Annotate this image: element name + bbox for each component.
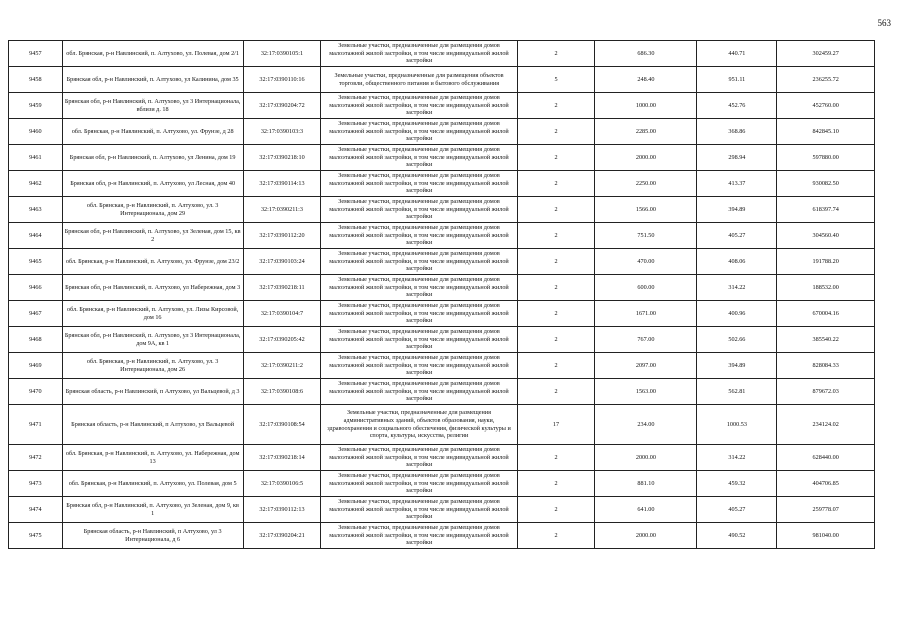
land-use-cell: Земельные участки, предназначенные для размещения домов малоэтажной жилой застройки, в том числе индивидуальной жилой застройки [321,445,517,471]
use-group-cell: 2 [517,41,595,67]
cadastral-number-cell: 32:17:0390114:13 [243,171,321,197]
table-row [9,41,875,67]
address-cell: обл. Брянская, р-н Навлинский, п. Алтухово, ул. Фрунзе, д 28 [62,119,243,145]
record-number-cell: 9475 [9,523,63,549]
cadastral-value-cell: 404706.85 [777,471,875,497]
cadastral-value-cell: 302459.27 [777,41,875,67]
record-number-cell: 9458 [9,67,63,93]
address-cell: Брянская обл, р-н Навлинский, п. Алтухово, ул Лесная, дом 40 [62,171,243,197]
use-group-cell: 2 [517,379,595,405]
address-cell: Брянская область, р-н Навлинский, п Алтухово, ул Вальцевой [62,405,243,445]
land-use-cell: Земельные участки, предназначенные для размещения домов малоэтажной жилой застройки, в том числе индивидуальной жилой застройки [321,327,517,353]
cadastral-value-cell: 628440.00 [777,445,875,471]
record-number-cell: 9473 [9,471,63,497]
record-number-cell: 9463 [9,197,63,223]
use-group-cell: 2 [517,275,595,301]
record-number-cell: 9468 [9,327,63,353]
address-cell: обл. Брянская, р-н Навлинский, п. Алтухово, ул. 3 Интернационала, дом 29 [62,197,243,223]
specific-value-cell: 502.66 [697,327,777,353]
land-use-cell: Земельные участки, предназначенные для размещения домов малоэтажной жилой застройки, в том числе индивидуальной жилой застройки [321,41,517,67]
specific-value-cell: 394.89 [697,197,777,223]
use-group-cell: 2 [517,471,595,497]
area-cell: 1000.00 [595,93,697,119]
use-group-cell: 2 [517,119,595,145]
specific-value-cell: 1000.53 [697,405,777,445]
land-use-cell: Земельные участки, предназначенные для размещения домов малоэтажной жилой застройки, в том числе индивидуальной жилой застройки [321,119,517,145]
cadastral-number-cell: 32:17:0390218:14 [243,445,321,471]
cadastral-value-cell: 385540.22 [777,327,875,353]
cadastral-number-cell: 32:17:0390103:24 [243,249,321,275]
specific-value-cell: 400.96 [697,301,777,327]
use-group-cell: 2 [517,197,595,223]
use-group-cell: 2 [517,93,595,119]
table-row [9,445,875,471]
address-cell: обл. Брянская, р-н Навлинский, п. Алтухово, ул. Набережная, дом 13 [62,445,243,471]
area-cell: 1566.00 [595,197,697,223]
specific-value-cell: 440.71 [697,41,777,67]
cadastral-value-cell: 930082.50 [777,171,875,197]
specific-value-cell: 405.27 [697,223,777,249]
cadastral-number-cell: 32:17:0390110:16 [243,67,321,93]
land-use-cell: Земельные участки, предназначенные для размещения домов малоэтажной жилой застройки, в том числе индивидуальной жилой застройки [321,471,517,497]
specific-value-cell: 951.11 [697,67,777,93]
record-number-cell: 9461 [9,145,63,171]
record-number-cell: 9459 [9,93,63,119]
address-cell: Брянская обл, р-н Навлинский, п. Алтухово, ул Зеленая, дом 15, кв 2 [62,223,243,249]
address-cell: обл. Брянская, р-н Навлинский, п. Алтухово, ул. Полевая, дом 2/1 [62,41,243,67]
cadastral-value-cell: 842845.10 [777,119,875,145]
address-cell: обл. Брянская, р-н Навлинский, п. Алтухово, ул. Лизы Кирсовой, дом 16 [62,301,243,327]
record-number-cell: 9460 [9,119,63,145]
land-use-cell: Земельные участки, предназначенные для размещения домов малоэтажной жилой застройки, в том числе индивидуальной жилой застройки [321,301,517,327]
table-row [9,145,875,171]
area-cell: 600.00 [595,275,697,301]
land-use-cell: Земельные участки, предназначенные для размещения домов малоэтажной жилой застройки, в том числе индивидуальной жилой застройки [321,197,517,223]
table-row [9,405,875,445]
cadastral-number-cell: 32:17:0390211:3 [243,197,321,223]
land-registry-table [8,40,875,549]
land-use-cell: Земельные участки, предназначенные для размещения домов малоэтажной жилой застройки, в том числе индивидуальной жилой застройки [321,93,517,119]
table-row [9,471,875,497]
area-cell: 2000.00 [595,145,697,171]
use-group-cell: 2 [517,145,595,171]
address-cell: Брянская обл, р-н Навлинский, п. Алтухово, ул Калинина, дом 35 [62,67,243,93]
table-row [9,301,875,327]
table-row [9,497,875,523]
cadastral-number-cell: 32:17:0390204:72 [243,93,321,119]
record-number-cell: 9471 [9,405,63,445]
area-cell: 1563.00 [595,379,697,405]
specific-value-cell: 298.94 [697,145,777,171]
area-cell: 767.00 [595,327,697,353]
address-cell: обл. Брянская, р-н Навлинский, п. Алтухово, ул. Фрунзе, дом 23/2 [62,249,243,275]
land-use-cell: Земельные участки, предназначенные для размещения домов малоэтажной жилой застройки, в том числе индивидуальной жилой застройки [321,171,517,197]
table-row [9,93,875,119]
address-cell: Брянская обл, р-н Навлинский, п. Алтухово, ул Зеленая, дом 9, кв 1 [62,497,243,523]
cadastral-number-cell: 32:17:0390112:13 [243,497,321,523]
cadastral-number-cell: 32:17:0390106:5 [243,471,321,497]
table-row [9,353,875,379]
record-number-cell: 9470 [9,379,63,405]
area-cell: 686.30 [595,41,697,67]
record-number-cell: 9457 [9,41,63,67]
cadastral-value-cell: 597880.00 [777,145,875,171]
area-cell: 1671.00 [595,301,697,327]
address-cell: Брянская обл, р-н Навлинский, п. Алтухово, ул Набережная, дом 3 [62,275,243,301]
specific-value-cell: 413.37 [697,171,777,197]
table-row [9,171,875,197]
record-number-cell: 9469 [9,353,63,379]
land-use-cell: Земельные участки, предназначенные для размещения домов малоэтажной жилой застройки, в том числе индивидуальной жилой застройки [321,249,517,275]
specific-value-cell: 394.89 [697,353,777,379]
area-cell: 2000.00 [595,523,697,549]
area-cell: 2285.00 [595,119,697,145]
table-row [9,275,875,301]
table-row [9,523,875,549]
address-cell: Брянская область, р-н Навлинский, п Алтухово, ул Вальцевой, д 3 [62,379,243,405]
area-cell: 2097.00 [595,353,697,379]
table-row [9,197,875,223]
table-row [9,327,875,353]
cadastral-number-cell: 32:17:0390218:11 [243,275,321,301]
use-group-cell: 2 [517,327,595,353]
specific-value-cell: 452.76 [697,93,777,119]
specific-value-cell: 459.32 [697,471,777,497]
address-cell: обл. Брянская, р-н Навлинский, п. Алтухово, ул. 3 Интернационала, дом 26 [62,353,243,379]
specific-value-cell: 562.81 [697,379,777,405]
address-cell: Брянская область, р-н Навлинский, п Алтухово, ул 3 Интернационала, д 6 [62,523,243,549]
land-use-cell: Земельные участки, предназначенные для размещения домов малоэтажной жилой застройки, в том числе индивидуальной жилой застройки [321,223,517,249]
record-number-cell: 9462 [9,171,63,197]
area-cell: 641.00 [595,497,697,523]
use-group-cell: 2 [517,223,595,249]
page-number: 563 [877,18,891,28]
area-cell: 2000.00 [595,445,697,471]
table-row [9,249,875,275]
use-group-cell: 2 [517,523,595,549]
use-group-cell: 2 [517,301,595,327]
use-group-cell: 5 [517,67,595,93]
land-use-cell: Земельные участки, предназначенные для размещения домов малоэтажной жилой застройки, в том числе индивидуальной жилой застройки [321,379,517,405]
specific-value-cell: 314.22 [697,275,777,301]
land-use-cell: Земельные участки, предназначенные для размещения домов малоэтажной жилой застройки, в том числе индивидуальной жилой застройки [321,523,517,549]
record-number-cell: 9466 [9,275,63,301]
cadastral-value-cell: 259778.07 [777,497,875,523]
land-use-cell: Земельные участки, предназначенные для размещения объектов торговли, общественного питания и бытового обслуживания [321,67,517,93]
record-number-cell: 9474 [9,497,63,523]
cadastral-number-cell: 32:17:0390105:1 [243,41,321,67]
cadastral-value-cell: 618397.74 [777,197,875,223]
cadastral-number-cell: 32:17:0390103:3 [243,119,321,145]
cadastral-value-cell: 879672.03 [777,379,875,405]
area-cell: 470.00 [595,249,697,275]
table-row [9,67,875,93]
cadastral-number-cell: 32:17:0390108:6 [243,379,321,405]
cadastral-value-cell: 234124.02 [777,405,875,445]
use-group-cell: 2 [517,445,595,471]
record-number-cell: 9472 [9,445,63,471]
cadastral-value-cell: 304560.40 [777,223,875,249]
land-use-cell: Земельные участки, предназначенные для размещения административных зданий, объектов образования, науки, здравоохранения и социального обеспечения, физической культуры и спорта, культуры, искусства, религии [321,405,517,445]
cadastral-value-cell: 670004.16 [777,301,875,327]
cadastral-value-cell: 981040.00 [777,523,875,549]
cadastral-value-cell: 828084.33 [777,353,875,379]
area-cell: 2250.00 [595,171,697,197]
use-group-cell: 2 [517,249,595,275]
specific-value-cell: 314.22 [697,445,777,471]
record-number-cell: 9464 [9,223,63,249]
specific-value-cell: 408.06 [697,249,777,275]
cadastral-value-cell: 236255.72 [777,67,875,93]
cadastral-number-cell: 32:17:0390108:54 [243,405,321,445]
cadastral-value-cell: 191788.20 [777,249,875,275]
cadastral-value-cell: 452760.00 [777,93,875,119]
cadastral-number-cell: 32:17:0390211:2 [243,353,321,379]
land-use-cell: Земельные участки, предназначенные для размещения домов малоэтажной жилой застройки, в том числе индивидуальной жилой застройки [321,275,517,301]
table-row [9,379,875,405]
cadastral-number-cell: 32:17:0390218:10 [243,145,321,171]
cadastral-number-cell: 32:17:0390204:21 [243,523,321,549]
cadastral-number-cell: 32:17:0390205:42 [243,327,321,353]
land-use-cell: Земельные участки, предназначенные для размещения домов малоэтажной жилой застройки, в том числе индивидуальной жилой застройки [321,497,517,523]
use-group-cell: 2 [517,353,595,379]
specific-value-cell: 490.52 [697,523,777,549]
record-number-cell: 9467 [9,301,63,327]
table-row [9,223,875,249]
area-cell: 248.40 [595,67,697,93]
area-cell: 751.50 [595,223,697,249]
use-group-cell: 2 [517,171,595,197]
address-cell: Брянская обл, р-н Навлинский, п. Алтухово, ул Ленина, дом 19 [62,145,243,171]
table-row [9,119,875,145]
area-cell: 234.00 [595,405,697,445]
specific-value-cell: 368.86 [697,119,777,145]
table-body [9,41,875,549]
cadastral-number-cell: 32:17:0390104:7 [243,301,321,327]
use-group-cell: 2 [517,497,595,523]
address-cell: обл. Брянская, р-н Навлинский, п. Алтухово, ул. Полевая, дом 5 [62,471,243,497]
record-number-cell: 9465 [9,249,63,275]
address-cell: Брянская обл, р-н Навлинский, п. Алтухово, ул 3 Интернационала, дом 9А, кв 1 [62,327,243,353]
land-use-cell: Земельные участки, предназначенные для размещения домов малоэтажной жилой застройки, в том числе индивидуальной жилой застройки [321,145,517,171]
address-cell: Брянская обл, р-н Навлинский, п. Алтухово, ул 3 Интернационала, вблизи д. 18 [62,93,243,119]
specific-value-cell: 405.27 [697,497,777,523]
cadastral-value-cell: 188532.00 [777,275,875,301]
cadastral-number-cell: 32:17:0390112:20 [243,223,321,249]
use-group-cell: 17 [517,405,595,445]
area-cell: 881.10 [595,471,697,497]
land-use-cell: Земельные участки, предназначенные для размещения домов малоэтажной жилой застройки, в том числе индивидуальной жилой застройки [321,353,517,379]
